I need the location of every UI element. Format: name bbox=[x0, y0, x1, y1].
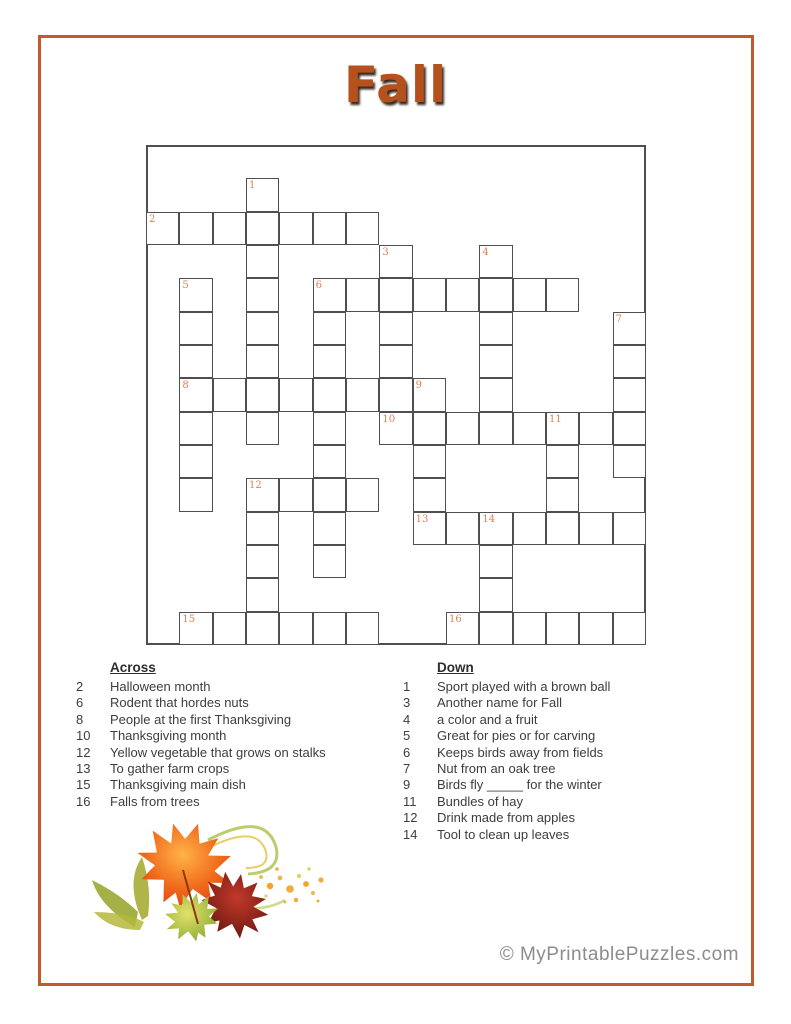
grid-cell[interactable] bbox=[479, 545, 512, 578]
grid-cell[interactable] bbox=[146, 212, 179, 245]
grid-cell[interactable] bbox=[379, 312, 412, 345]
clue-number: 11 bbox=[403, 793, 417, 809]
grid-cell[interactable] bbox=[346, 478, 379, 511]
grid-cell[interactable] bbox=[479, 345, 512, 378]
grid-cell[interactable] bbox=[446, 412, 479, 445]
cell-number: 5 bbox=[182, 280, 189, 292]
grid-cell[interactable] bbox=[246, 245, 279, 278]
cell-number: 11 bbox=[549, 413, 562, 425]
cell-number: 2 bbox=[149, 213, 156, 225]
clue-number: 9 bbox=[403, 777, 411, 793]
grid-cell[interactable] bbox=[413, 278, 446, 311]
down-header: Down bbox=[437, 660, 474, 675]
grid-cell[interactable] bbox=[179, 345, 212, 378]
clue-text: Nut from an oak tree bbox=[437, 761, 556, 777]
grid-cell[interactable] bbox=[313, 345, 346, 378]
grid-cell[interactable] bbox=[246, 212, 279, 245]
cell-number: 4 bbox=[482, 247, 489, 258]
clue-number: 13 bbox=[76, 761, 91, 777]
grid-cell[interactable] bbox=[613, 445, 646, 478]
clue-text: Great for pies or for carving bbox=[437, 728, 596, 744]
grid-cell[interactable] bbox=[479, 245, 512, 278]
grid-cell[interactable] bbox=[279, 212, 312, 245]
grid-cell[interactable] bbox=[413, 378, 446, 411]
grid-cell[interactable] bbox=[613, 378, 646, 411]
grid-cell[interactable] bbox=[446, 278, 479, 311]
grid-cell[interactable] bbox=[413, 445, 446, 478]
grid-cell[interactable] bbox=[246, 478, 279, 511]
clue-number: 2 bbox=[76, 679, 84, 694]
clue-text: Drink made from apples bbox=[437, 810, 575, 826]
cell-number: 10 bbox=[382, 413, 396, 425]
across-clue-row bbox=[76, 695, 396, 711]
grid-cell[interactable] bbox=[613, 512, 646, 545]
across-header: Across bbox=[110, 660, 156, 675]
down-clue-row bbox=[403, 679, 723, 695]
grid-cell[interactable] bbox=[546, 512, 579, 545]
clue-text: Tool to clean up leaves bbox=[437, 826, 570, 842]
grid-cell[interactable] bbox=[479, 312, 512, 345]
grid-cell[interactable] bbox=[213, 612, 246, 645]
across-clue-list bbox=[76, 679, 396, 810]
grid-cell[interactable] bbox=[179, 278, 212, 311]
grid-cell[interactable] bbox=[379, 245, 412, 278]
grid-cell[interactable] bbox=[513, 412, 546, 445]
grid-cell[interactable] bbox=[179, 378, 212, 411]
grid-cell[interactable] bbox=[446, 512, 479, 545]
clue-text: Keeps birds away from fields bbox=[437, 744, 604, 760]
grid-cell[interactable] bbox=[179, 445, 212, 478]
across-clues-section bbox=[76, 660, 396, 810]
grid-cell[interactable] bbox=[246, 378, 279, 411]
grid-cell[interactable] bbox=[613, 345, 646, 378]
cell-number: 9 bbox=[415, 380, 423, 392]
across-clue-row bbox=[76, 712, 396, 728]
grid-cell[interactable] bbox=[213, 212, 246, 245]
cell-number: 1 bbox=[249, 180, 256, 192]
cell-number: 8 bbox=[182, 380, 189, 392]
grid-cell[interactable] bbox=[546, 278, 579, 311]
clue-text: Halloween month bbox=[110, 679, 211, 694]
grid-cell[interactable] bbox=[313, 312, 346, 345]
cell-number: 15 bbox=[182, 613, 196, 625]
across-clue-row bbox=[76, 794, 396, 810]
grid-cell[interactable] bbox=[246, 312, 279, 345]
grid-cell[interactable] bbox=[246, 178, 279, 211]
grid-cell[interactable] bbox=[179, 212, 212, 245]
grid-cell[interactable] bbox=[246, 412, 279, 445]
cell-number: 14 bbox=[482, 513, 496, 525]
grid-cell[interactable] bbox=[179, 412, 212, 445]
clue-number: 16 bbox=[76, 793, 91, 809]
down-clue-row bbox=[403, 761, 723, 777]
across-clue-row bbox=[76, 728, 396, 744]
clue-number: 12 bbox=[76, 744, 91, 760]
grid-cell[interactable] bbox=[179, 312, 212, 345]
down-clue-row bbox=[403, 712, 723, 728]
across-clue-row bbox=[76, 761, 396, 777]
clue-number: 14 bbox=[403, 826, 418, 842]
page-title: Fall bbox=[343, 56, 448, 114]
across-clue-row bbox=[76, 777, 396, 793]
grid-cell[interactable] bbox=[179, 612, 212, 645]
copyright-footer: © MyPrintablePuzzles.com bbox=[499, 944, 739, 965]
grid-cell[interactable] bbox=[313, 278, 346, 311]
grid-cell[interactable] bbox=[413, 478, 446, 511]
down-clue-row bbox=[403, 777, 723, 793]
autumn-leaves-icon bbox=[80, 812, 325, 962]
grid-cell[interactable] bbox=[313, 512, 346, 545]
clue-number: 4 bbox=[403, 711, 411, 727]
grid-cell[interactable] bbox=[313, 545, 346, 578]
grid-cell[interactable] bbox=[546, 612, 579, 645]
grid-cell[interactable] bbox=[379, 378, 412, 411]
down-clues-section bbox=[403, 660, 723, 843]
grid-cell[interactable] bbox=[513, 612, 546, 645]
grid-cell[interactable] bbox=[346, 378, 379, 411]
clue-text: Thanksgiving main dish bbox=[110, 777, 246, 793]
grid-cell[interactable] bbox=[546, 478, 579, 511]
grid-cell[interactable] bbox=[313, 478, 346, 511]
clue-text: Thanksgiving month bbox=[110, 728, 227, 744]
grid-cell[interactable] bbox=[613, 312, 646, 345]
clue-text: a color and a fruit bbox=[437, 711, 538, 727]
clue-number: 15 bbox=[76, 777, 91, 793]
grid-cell[interactable] bbox=[313, 612, 346, 645]
across-clue-row bbox=[76, 745, 396, 761]
down-clue-row bbox=[403, 827, 723, 843]
grid-cell[interactable] bbox=[446, 612, 479, 645]
grid-cell[interactable] bbox=[479, 278, 512, 311]
clue-number: 10 bbox=[76, 728, 91, 744]
clue-number: 6 bbox=[76, 695, 84, 711]
grid-cell[interactable] bbox=[413, 512, 446, 545]
cell-number: 7 bbox=[615, 313, 623, 325]
grid-cell[interactable] bbox=[546, 445, 579, 478]
grid-cell[interactable] bbox=[346, 212, 379, 245]
cell-number: 12 bbox=[249, 480, 262, 492]
cell-number: 6 bbox=[315, 280, 323, 292]
grid-cell[interactable] bbox=[313, 445, 346, 478]
grid-cell[interactable] bbox=[346, 278, 379, 311]
grid-cell[interactable] bbox=[613, 612, 646, 645]
grid-cell[interactable] bbox=[313, 378, 346, 411]
grid-cell[interactable] bbox=[279, 612, 312, 645]
clue-text: Bundles of hay bbox=[437, 793, 524, 809]
grid-cell[interactable] bbox=[246, 545, 279, 578]
grid-cell[interactable] bbox=[479, 578, 512, 611]
clue-text: People at the first Thanksgiving bbox=[110, 711, 292, 727]
across-clue-row bbox=[76, 679, 396, 695]
clue-text: Rodent that hordes nuts bbox=[110, 695, 249, 711]
cell-number: 3 bbox=[382, 247, 389, 258]
grid-cell[interactable] bbox=[579, 512, 612, 545]
clue-text: Yellow vegetable that grows on stalks bbox=[110, 744, 326, 760]
grid-cell[interactable] bbox=[379, 412, 412, 445]
clue-text: Birds fly _____ for the winter bbox=[437, 777, 602, 793]
grid-cell[interactable] bbox=[579, 612, 612, 645]
crossword-grid bbox=[146, 145, 646, 645]
clue-number: 1 bbox=[403, 679, 411, 694]
clue-number: 3 bbox=[403, 695, 411, 711]
grid-cell[interactable] bbox=[246, 512, 279, 545]
clue-text: Sport played with a brown ball bbox=[437, 679, 611, 694]
grid-cell[interactable] bbox=[413, 412, 446, 445]
grid-cell[interactable] bbox=[279, 378, 312, 411]
grid-cell[interactable] bbox=[479, 378, 512, 411]
clue-text: To gather farm crops bbox=[110, 761, 230, 777]
grid-cell[interactable] bbox=[279, 478, 312, 511]
down-clue-row bbox=[403, 745, 723, 761]
down-clue-row bbox=[403, 794, 723, 810]
grid-cell[interactable] bbox=[479, 512, 512, 545]
grid-cell[interactable] bbox=[246, 578, 279, 611]
down-clue-row bbox=[403, 728, 723, 744]
grid-cell[interactable] bbox=[213, 378, 246, 411]
clue-number: 12 bbox=[403, 810, 418, 826]
down-clue-list bbox=[403, 679, 723, 843]
grid-cell[interactable] bbox=[479, 412, 512, 445]
grid-cell[interactable] bbox=[246, 612, 279, 645]
clue-number: 6 bbox=[403, 744, 411, 760]
grid-cell[interactable] bbox=[546, 412, 579, 445]
clue-number: 8 bbox=[76, 711, 84, 727]
grid-cell[interactable] bbox=[513, 278, 546, 311]
grid-cell[interactable] bbox=[179, 478, 212, 511]
clue-number: 7 bbox=[403, 761, 411, 777]
grid-cell[interactable] bbox=[513, 512, 546, 545]
grid-cell[interactable] bbox=[379, 278, 412, 311]
grid-cell[interactable] bbox=[313, 412, 346, 445]
cell-number: 16 bbox=[449, 613, 462, 625]
down-clue-row bbox=[403, 695, 723, 711]
down-clue-row bbox=[403, 810, 723, 826]
grid-cell[interactable] bbox=[379, 345, 412, 378]
clue-number: 5 bbox=[403, 728, 411, 744]
clue-text: Falls from trees bbox=[110, 793, 200, 809]
grid-cell[interactable] bbox=[246, 345, 279, 378]
grid-cell[interactable] bbox=[613, 412, 646, 445]
clue-text: Another name for Fall bbox=[437, 695, 563, 711]
grid-cell[interactable] bbox=[346, 612, 379, 645]
grid-cell[interactable] bbox=[246, 278, 279, 311]
grid-cell[interactable] bbox=[479, 612, 512, 645]
grid-cell[interactable] bbox=[579, 412, 612, 445]
grid-cell[interactable] bbox=[313, 212, 346, 245]
cell-number: 13 bbox=[415, 513, 429, 525]
